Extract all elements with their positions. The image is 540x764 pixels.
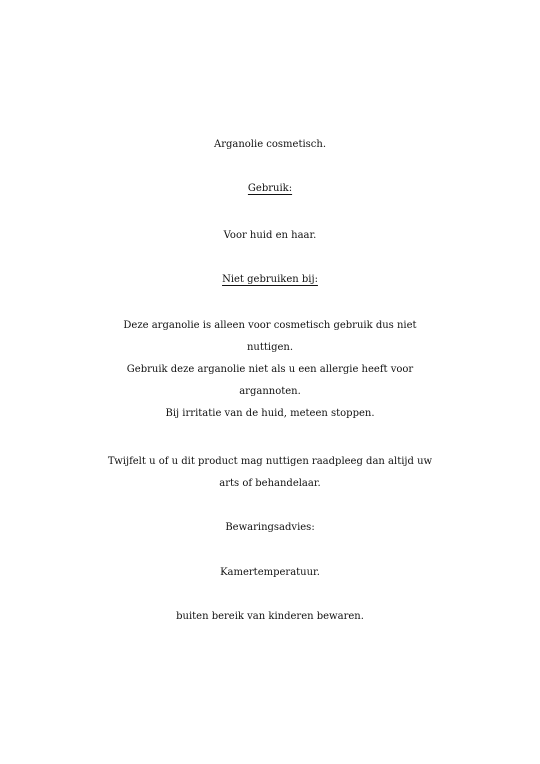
warning-line: Gebruik deze arganolie niet als u een allergie heeft voor — [126, 364, 414, 375]
warning-heading: Niet gebruiken bij: — [222, 274, 318, 285]
warning-line: argannoten. — [239, 386, 301, 397]
warning-line: Deze arganolie is alleen voor cosmetisch gebruik dus niet — [123, 320, 417, 331]
storage-text: Kamertemperatuur. — [220, 567, 320, 578]
doubt-text — [0, 451, 540, 495]
warning-line: Bij irritatie van de huid, meteen stoppen. — [165, 408, 375, 419]
doubt-line: arts of behandelaar. — [219, 478, 321, 489]
storage-heading: Bewaringsadvies: — [225, 522, 315, 533]
usage-heading: Gebruik: — [247, 183, 293, 194]
product-title: Arganolie cosmetisch. — [213, 139, 327, 150]
usage-text: Voor huid en haar. — [223, 230, 317, 241]
children-text: buiten bereik van kinderen bewaren. — [176, 611, 364, 622]
warning-line: nuttigen. — [246, 342, 294, 353]
warning-text — [0, 315, 540, 425]
doubt-line: Twijfelt u of u dit product mag nuttigen raadpleeg dan altijd uw — [107, 456, 433, 467]
